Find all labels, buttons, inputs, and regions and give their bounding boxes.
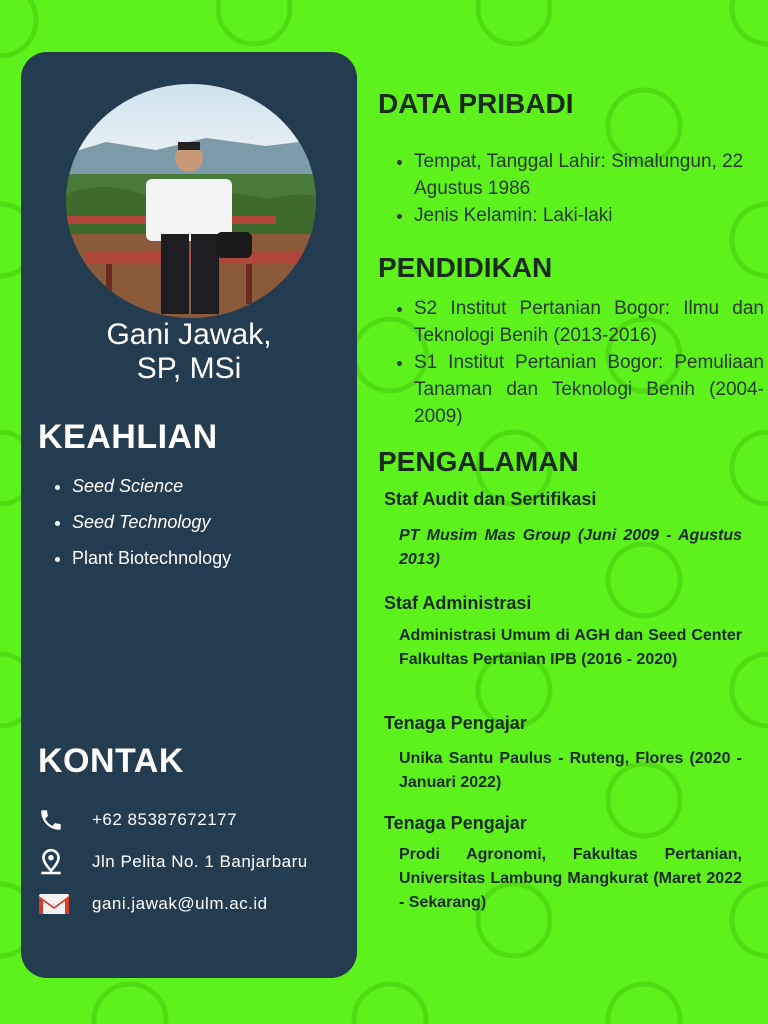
- personal-item: • Jenis Kelamin: Laki-laki: [414, 202, 764, 229]
- email-address: gani.jawak@ulm.ac.id: [92, 894, 268, 913]
- address-text: Jln Pelita No. 1 Banjarbaru: [92, 852, 308, 871]
- job-detail: Administrasi Umum di AGH dan Seed Center Falkultas Pertanian IPB (2016 - 2020): [399, 627, 742, 668]
- skill-item: • Seed Science: [72, 472, 231, 508]
- personal-heading: DATA PRIBADI: [378, 88, 574, 119]
- phone-icon: [38, 806, 72, 834]
- contact-address: [38, 848, 308, 876]
- education-item: • S2 Institut Pertanian Bogor: Ilmu dan Teknologi Benih (2013-2016): [414, 295, 764, 349]
- job-title: Staf Administrasi: [384, 593, 532, 613]
- skill-item: • Seed Technology: [72, 508, 231, 544]
- name-line-2: SP, MSi: [136, 352, 242, 385]
- education-heading: PENDIDIKAN: [378, 252, 553, 283]
- job-detail: Unika Santu Paulus - Ruteng, Flores (2020 - Januari 2022): [399, 750, 742, 791]
- name-line-1: Gani Jawak,: [106, 318, 272, 351]
- job-title: Tenaga Pengajar: [384, 813, 527, 833]
- personal-list: [392, 148, 764, 229]
- job-detail: Prodi Agronomi, Fakultas Pertanian, Universitas Lambung Mangkurat (Maret 2022 - Sekarang): [399, 846, 742, 911]
- education-list: [392, 295, 764, 430]
- skills-heading: KEAHLIAN: [38, 418, 218, 456]
- job-detail: PT Musim Mas Group (Juni 2009 - Agustus 2013): [399, 527, 742, 568]
- phone-number: +62 85387672177: [92, 810, 238, 829]
- skills-list: [50, 472, 231, 580]
- mail-icon: [38, 890, 72, 918]
- profile-photo: [66, 84, 316, 318]
- education-item: • S1 Institut Pertanian Bogor: Pemuliaan Tanaman dan Teknologi Benih (2004-2009): [414, 349, 764, 430]
- personal-item: • Tempat, Tanggal Lahir: Simalungun, 22 Agustus 1986: [414, 148, 764, 202]
- profile-name: [21, 318, 357, 386]
- job-title: Tenaga Pengajar: [384, 713, 527, 733]
- job-title: Staf Audit dan Sertifikasi: [384, 489, 597, 509]
- contact-email: [38, 890, 268, 918]
- contact-phone: [38, 806, 237, 834]
- experience-heading: PENGALAMAN: [378, 446, 579, 477]
- contact-heading: KONTAK: [38, 742, 184, 780]
- skill-item: • Plant Biotechnology: [72, 544, 231, 580]
- location-pin-icon: [38, 848, 72, 876]
